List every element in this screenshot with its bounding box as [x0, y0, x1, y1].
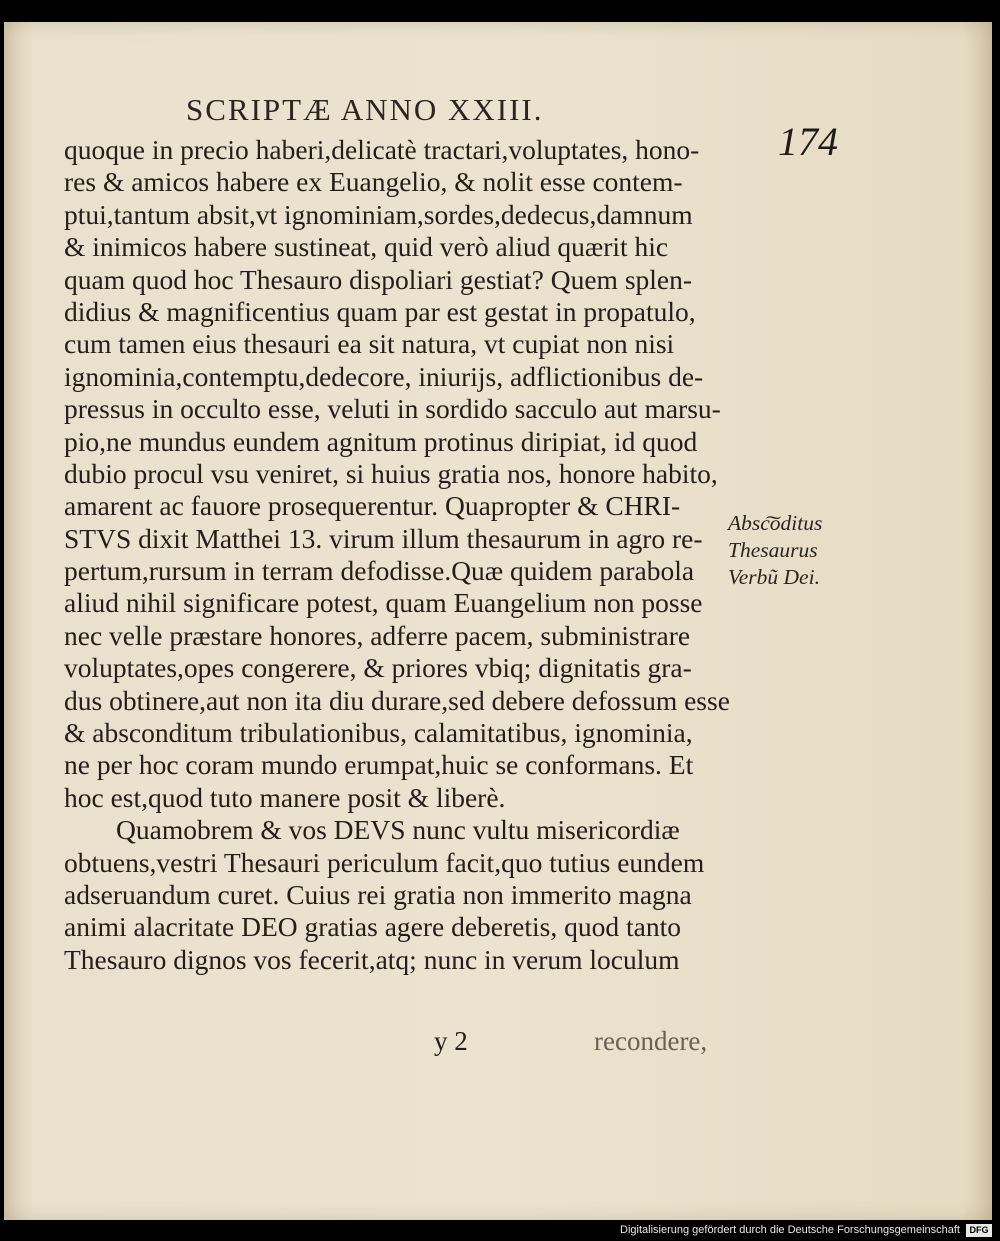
text-line: aliud nihil significare potest, quam Euangelium non posse [64, 587, 703, 619]
text-line: quam quod hoc Thesauro dispoliari gestiat? Quem splen- [64, 263, 693, 295]
text-line: ne per hoc coram mundo erumpat,huic se conformans. Et [64, 749, 694, 781]
text-line: ptui,tantum absit,vt ignominiam,sordes,dedecus,damnum [64, 198, 693, 230]
text-line: animi alacritate DEO gratias agere deberetis, quod tanto [64, 911, 681, 943]
text-line: quoque in precio haberi,delicatè tractari,voluptates, hono- [64, 134, 700, 165]
signature-mark: y 2 [434, 1026, 468, 1056]
text-line: STVS dixit Matthei 13. virum illum thesaurum in agro re- [64, 522, 703, 554]
text-line: & absconditum tribulationibus, calamitatibus, ignominia, [64, 717, 693, 749]
text-line: adseruandum curet. Cuius rei gratia non immerito magna [64, 878, 692, 910]
digitization-credit: Digitalisierung gefördert durch die Deutsche Forschungsgemeinschaft [620, 1224, 960, 1236]
text-line: cum tamen eius thesauri ea sit natura, vt cupiat non nisi [64, 328, 675, 360]
marginal-note-line: Absc͠oditus [728, 511, 823, 535]
text-line: res & amicos habere ex Euangelio, & nolit esse contem- [64, 166, 683, 198]
text-line: obtuens,vestri Thesauri periculum facit,quo tutius eundem [64, 846, 705, 878]
dfg-logo: DFG [966, 1224, 992, 1237]
marginal-note [728, 510, 822, 591]
marginal-note-line: Verbũ Dei. [728, 565, 820, 589]
text-line: nec velle præstare honores, adferre pacem, subministrare [64, 619, 691, 651]
marginal-note-line: Thesaurus [728, 538, 818, 562]
text-line: ignominia,contemptu,dedecore, iniurijs, adflictionibus de- [64, 360, 704, 392]
text-line: voluptates,opes congerere, & priores vbiq; dignitatis gra- [64, 652, 692, 684]
text-line: hoc est,quod tuto manere posit & liberè. [64, 781, 506, 813]
text-line: dus obtinere,aut non ita diu durare,sed debere defossum esse [64, 684, 730, 716]
paragraph-start-line: Quamobrem & vos DEVS nunc vultu misericordiæ [116, 814, 680, 846]
text-line: amarent ac fauore prosequerentur. Quapropter & CHRI- [64, 490, 681, 522]
body-text [64, 134, 744, 976]
text-line: pressus in occulto esse, veluti in sordido sacculo aut marsu- [64, 393, 721, 425]
text-line: & inimicos habere sustineat, quid verò aliud quærit hic [64, 231, 669, 263]
text-line: didius & magnificentius quam par est gestat in propatulo, [64, 295, 696, 327]
text-line: pertum,rursum in terram defodisse.Quæ quidem parabola [64, 555, 695, 587]
text-line: dubio procul vsu veniret, si huius gratia nos, honore habito, [64, 457, 718, 489]
page-number: 174 [778, 119, 838, 164]
running-head: SCRIPTÆ ANNO XXIII. [186, 92, 544, 127]
text-line: pio,ne mundus eundem agnitum protinus diripiat, id quod [64, 425, 698, 457]
text-line: Thesauro dignos vos fecerit,atq; nunc in verum loculum [64, 943, 680, 975]
catchword: recondere, [594, 1026, 708, 1056]
